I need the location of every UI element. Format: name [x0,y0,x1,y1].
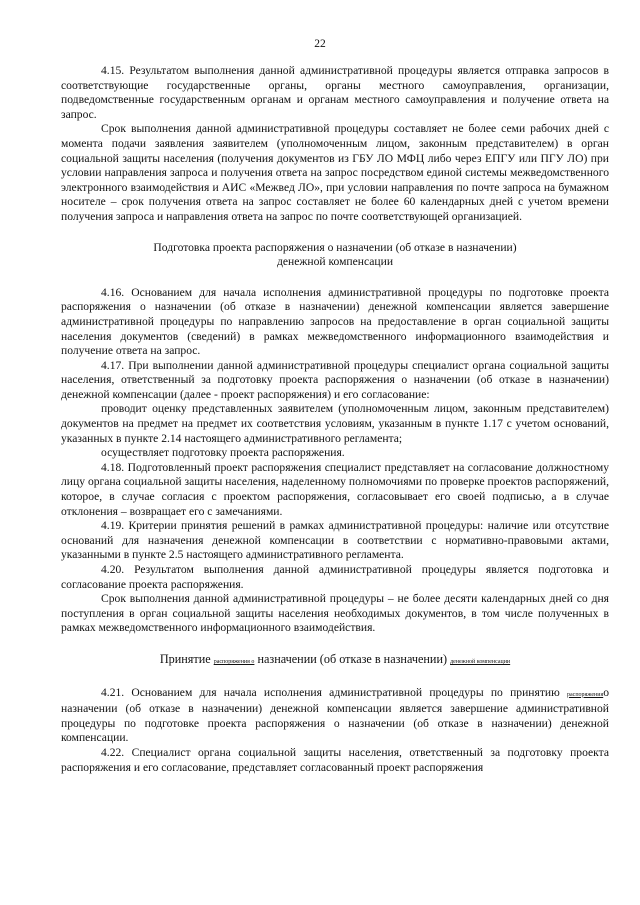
p421-small: распоряжения [567,691,604,698]
paragraph-4-22: 4.22. Специалист органа социальной защиты населения, ответственный за подготовку проекта распоряжения и его согласование, представляет согласованный проект распоряжения [61,745,609,774]
paragraph-4-15: 4.15. Результатом выполнения данной административной процедуры является отправка запросов в соответствующие государственные органы, органы местного самоуправления, организации, подведомственные государственным органам и органам местного самоуправления и получение ответа на запрос. [61,64,609,121]
heading2-part1: Принятие [159,651,211,666]
paragraph-4-19: 4.19. Критерии принятия решений в рамках административной процедуры: наличие или отсутствие оснований для назначения денежной компенсации в соответствии с нормативно-правовыми актами, указанными в пункте 2.5 настоящего административного регламента. [61,519,609,562]
paragraph-4-20: 4.20. Результатом выполнения данной административной процедуры является подготовка и согласование проекта распоряжения. [61,563,609,591]
section-heading-line1: Подготовка проекта распоряжения о назначении (об отказе в назначении) [153,240,517,254]
paragraph-4-18: 4.18. Подготовленный проект распоряжения специалист представляет на согласование должностному лицу органа социальной защиты населения, наделенному полномочиями по проверке проектов распоряжений, которое, в случае согласия с проектом распоряжения, согласовывает его своей подписью, а в случае отклонения – возвращает его с замечаниями. [61,460,609,518]
page-number: 22 [314,38,326,50]
paragraph-deadline-4-15: Срок выполнения данной административной процедуры составляет не более семи рабочих дней с момента подачи заявления заявителем (уполномоченным лицом, законным представителем) в орган социальной защиты населения (получения документов из ГБУ ЛО МФЦ либо через ЕПГУ или ПГУ ЛО) при условии направления запроса и получения ответа на запрос посредством единой системы межведомственного электронного взаимодействия и АИС «Межвед ЛО», при условии направления по почте запроса на бумажном носителе – срок получения ответа на запрос составляет не более 60 календарных дней с учетом времени получения запроса и направления ответа на запрос по почте соответствующей организацией. [61,122,609,223]
heading2-small1: распоряжения о [213,658,255,665]
section-heading-line2: денежной компенсации [276,255,394,269]
document-body [61,64,609,775]
heading2-part2: назначении (об отказе в назначении) [257,651,448,666]
p421-part2: о назначении (об отказе в назначении) денежной компенсации является завершение административной процедуры по подготовке проекта распоряжения о назначении (об отказе в назначении) денежной компенсации. [61,685,610,745]
paragraph-4-17-item1: проводит оценку представленных заявителем (уполномоченным лицом, законным представителем) документов на предмет на предмет их соответствия условиям, указанным в пункте 1.17 с учетом оснований, указанных в пункте 2.14 настоящего административного регламента; [61,402,609,445]
p421-part1: 4.21. Основанием для начала исполнения административной процедуры по принятию [101,685,560,699]
section-heading-2 [61,652,609,670]
paragraph-4-16: 4.16. Основанием для начала исполнения административной процедуры по подготовке проекта распоряжения о назначении (об отказе в назначении) денежной компенсации является завершение административной процедуры по направлению запросов на предоставление в орган социальной защиты населения документов (сведений) в рамках межведомственного информационного взаимодействия и получение ответа на запрос. [61,285,609,358]
heading2-small2: денежной компенсации [450,658,511,665]
paragraph-4-17-item2: осуществляет подготовку проекта распоряжения. [101,446,345,460]
paragraph-deadline-4-20: Срок выполнения данной административной процедуры – не более десяти календарных дней со дня поступления в орган социальной защиты населения необходимых документов, в том числе полученных в рамках межведомственного информационного взаимодействия. [61,592,609,635]
paragraph-4-17: 4.17. При выполнении данной административной процедуры специалист органа социальной защиты населения, ответственный за подготовку проекта распоряжения о назначении (об отказе в назначении) денежной компенсации (далее - проект распоряжения) и его согласование: [61,358,609,401]
paragraph-4-21 [61,686,609,746]
